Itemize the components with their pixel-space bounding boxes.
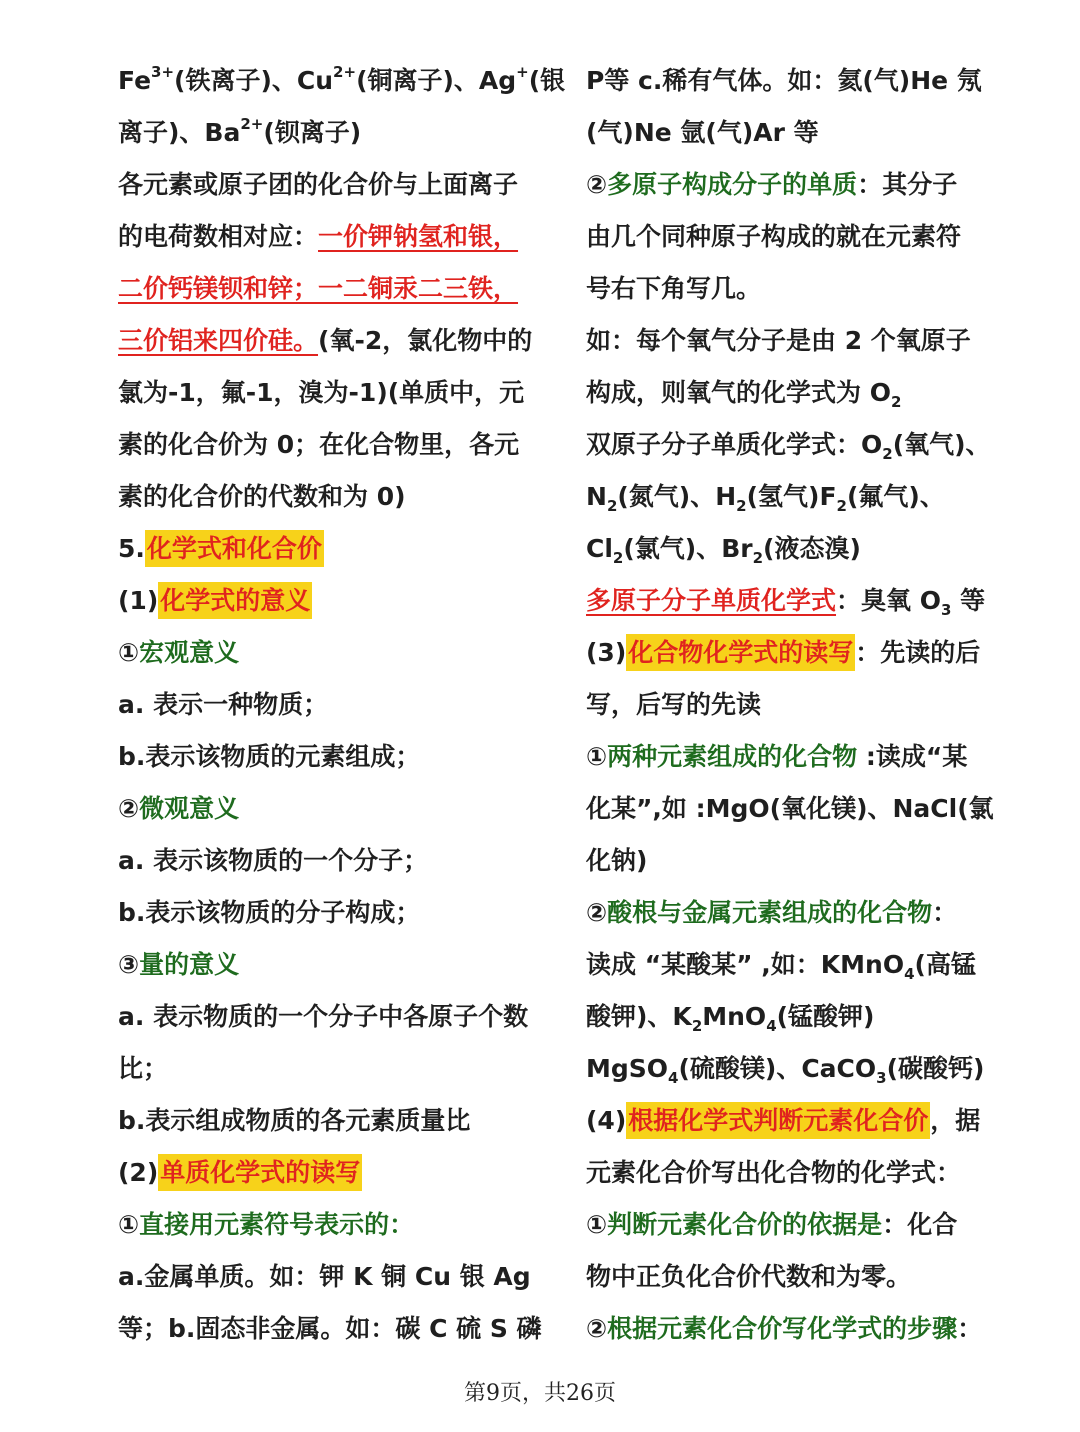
point-heading: ②微观意义	[118, 794, 240, 823]
text-line: 号右下角写几。	[586, 274, 762, 303]
subsection-heading: (1)化学式的意义	[118, 575, 573, 627]
text-line: (气)Ne 氩(气)Ar 等	[586, 118, 819, 147]
text-line: 氯为-1，氟-1，溴为-1)(单质中，元	[118, 378, 525, 407]
right-column	[586, 55, 1026, 1355]
subsection-heading: (4)根据化学式判断元素化合价，据	[586, 1095, 1026, 1147]
text-line: 由几个同种原子构成的就在元素符	[586, 222, 962, 251]
text-line: 双原子分子单质化学式：$O_2$(氧气)、	[586, 430, 991, 463]
text-line: $Fe^{3+}$(铁离子)、$Cu^{2+}$(铜离子)、Ag+(银	[118, 63, 566, 95]
text-line: $Cl_2$(氯气)、$Br_2$(液态溴)	[586, 534, 861, 567]
text-line: 的电荷数相对应：一价钾钠氢和银，	[118, 222, 519, 251]
text-line: 素的化合价的代数和为 0)	[118, 482, 406, 511]
text-line: b.表示组成物质的各元素质量比	[118, 1106, 471, 1135]
text-line: 酸钾)、$K_2MnO_4$(锰酸钾)	[586, 1002, 875, 1035]
text-line	[118, 263, 573, 315]
text-line: 写，后写的先读	[586, 690, 762, 719]
text-line: 多原子分子单质化学式：臭氧 $O_3$ 等	[586, 586, 986, 619]
page-number: 第9页，共26页	[464, 1381, 616, 1406]
text-line: b.表示该物质的元素组成；	[118, 742, 421, 771]
text-line: MgSO$_4$(硫酸镁)、CaCO$_3$(碳酸钙)	[586, 1054, 985, 1087]
left-column	[118, 55, 573, 1355]
text-line: a.金属单质。如：钾 K 铜 Cu 银 Ag	[118, 1262, 531, 1291]
text-line: P等 c.稀有气体。如：氦(气)He 氖	[586, 66, 982, 95]
text-line: 各元素或原子团的化合价与上面离子	[118, 170, 519, 199]
text-line: 离子)、$Ba^{2+}$(钡离子)	[118, 115, 362, 147]
point-heading: ②酸根与金属元素组成的化合物：	[586, 898, 958, 927]
text-line: 读成 “某酸某” ,如：KMnO$_4$(高锰	[586, 950, 976, 983]
text-line: 构成，则氧气的化学式为 $O_2$	[586, 378, 902, 411]
point-heading: ①两种元素组成的化合物 :读成“某	[586, 742, 968, 771]
text-line: 化某”,如 :MgO(氧化镁)、NaCl(氯	[586, 794, 994, 823]
text-line: a. 表示物质的一个分子中各原子个数	[118, 1002, 529, 1031]
text-line: 元素化合价写出化合物的化学式：	[586, 1158, 962, 1187]
mnemonic-text: 三价铝来四价硅。	[118, 326, 319, 355]
text-line: a. 表示一种物质；	[118, 690, 329, 719]
text-line: 等；b.固态非金属。如：碳 C 硫 S 磷	[118, 1314, 542, 1343]
text-line: b.表示该物质的分子构成；	[118, 898, 421, 927]
subsection-heading: (2)单质化学式的读写	[118, 1147, 573, 1199]
point-heading: ②根据元素化合价写化学式的步骤：	[586, 1314, 983, 1343]
point-heading: ①判断元素化合价的依据是：化合	[586, 1210, 958, 1239]
text-line: 素的化合价为 0；在化合物里，各元	[118, 430, 520, 459]
text-line: 如：每个氧气分子是由 2 个氧原子	[586, 326, 971, 355]
text-line: 化钠)	[586, 846, 648, 875]
mnemonic-text: 一价钾钠氢和银，	[318, 222, 519, 251]
point-heading: ③量的意义	[118, 950, 240, 979]
subsection-heading: (3)化合物化学式的读写：先读的后	[586, 627, 1026, 679]
point-heading: ①宏观意义	[118, 638, 240, 667]
text-line: 物中正负化合价代数和为零。	[586, 1262, 912, 1291]
text-line: 比；	[118, 1054, 169, 1083]
point-heading: ①直接用元素符号表示的：	[118, 1210, 415, 1239]
section-heading: 5.化学式和化合价	[118, 523, 573, 575]
mnemonic-text: 二价钙镁钡和锌；一二铜汞二三铁，	[118, 274, 519, 303]
keyword-text: 多原子分子单质化学式	[586, 586, 837, 615]
text-line: a. 表示该物质的一个分子；	[118, 846, 429, 875]
text-line: $N_2$(氮气)、$H_2$(氢气)$F_2$(氟气)、	[586, 482, 945, 515]
point-heading: ②多原子构成分子的单质：其分子	[586, 170, 958, 199]
text-line: 三价铝来四价硅。(氧-2，氯化物中的	[118, 326, 533, 355]
